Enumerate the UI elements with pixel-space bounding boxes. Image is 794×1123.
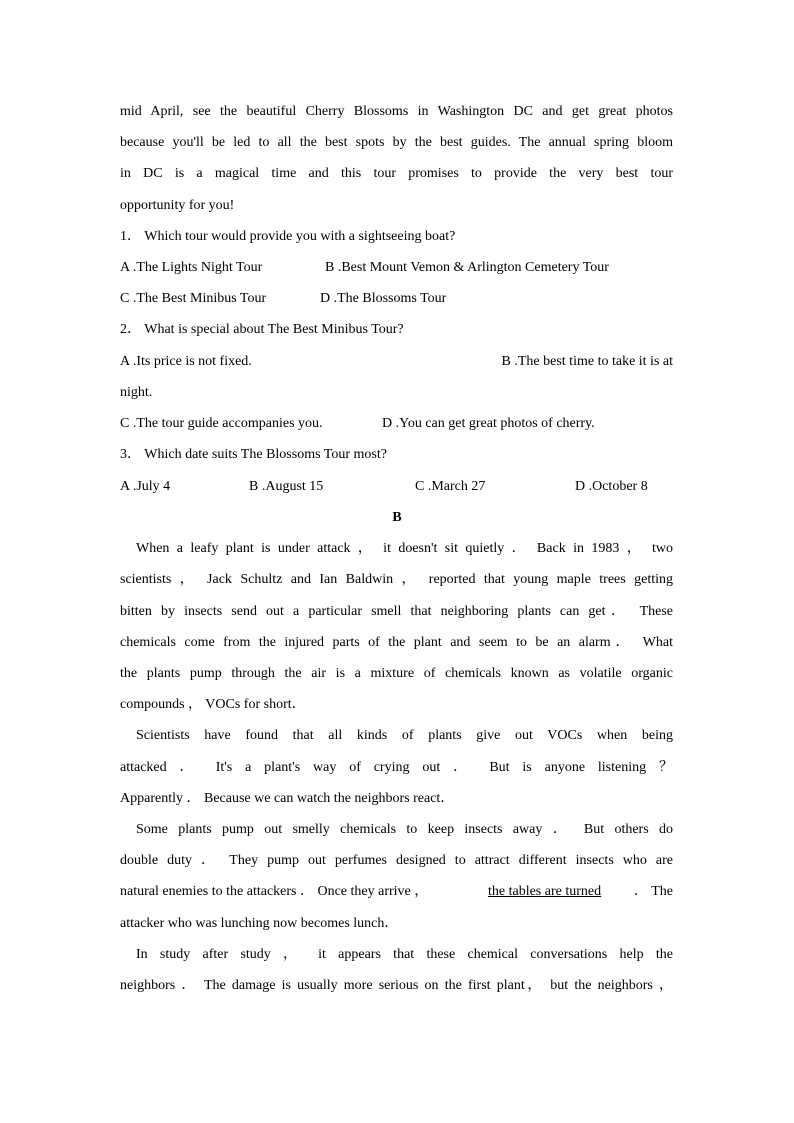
passage-b-line: Apparently ． Because we can watch the neighbors react． xyxy=(120,791,455,806)
option-d: D .October 8 xyxy=(575,479,648,494)
option-b: B .Best Mount Vemon & Arlington Cemetery Tour xyxy=(325,260,609,275)
option-c: C .The tour guide accompanies you. xyxy=(120,416,323,431)
passage-b-line: the plants pump through the air is a mixture of chemicals known as volatile organic xyxy=(120,666,673,681)
passage-a-line: in DC is a magical time and this tour promises to provide the very best tour xyxy=(120,166,673,181)
passage-b-line: compounds ， VOCs for short． xyxy=(120,697,306,712)
passage-b-line: double duty ． They pump out perfumes designed to attract different insects who are xyxy=(120,853,673,868)
passage-b-line: When a leafy plant is under attack ， it doesn't sit quietly ． Back in 1983 ， two xyxy=(136,541,673,556)
underlined-phrase: the tables are turned xyxy=(488,884,602,899)
line-end: ． The xyxy=(633,884,673,899)
passage-b-line: attacked ． It's a plant's way of crying out ． But is anyone listening ？ xyxy=(120,760,673,775)
option-a: A .Its price is not fixed. xyxy=(120,354,252,369)
question-3-stem: 3． Which date suits The Blossoms Tour most? xyxy=(120,447,387,462)
option-b: B .August 15 xyxy=(249,479,324,494)
option-d: D .You can get great photos of cherry. xyxy=(382,416,595,431)
option-c: C .The Best Minibus Tour xyxy=(120,291,267,306)
passage-b-line: chemicals come from the injured parts of the plant and seem to be an alarm． What xyxy=(120,635,673,650)
question-2-option-b-continued: night. xyxy=(120,385,153,400)
passage-b-line: Some plants pump out smelly chemicals to keep insects away ． But others do xyxy=(136,822,673,837)
passage-b-line: In study after study ， it appears that these chemical conversations help the xyxy=(136,947,673,962)
option-a: A .The Lights Night Tour xyxy=(120,260,263,275)
passage-b-line: attacker who was lunching now becomes lunch． xyxy=(120,916,399,931)
passage-a-line: mid April, see the beautiful Cherry Blossoms in Washington DC and get great photos xyxy=(120,104,673,119)
passage-b-line: scientists ， Jack Schultz and Ian Baldwin ， reported that young maple trees getting xyxy=(120,572,673,587)
passage-a-line: opportunity for you! xyxy=(120,198,235,213)
option-c: C .March 27 xyxy=(415,479,486,494)
passage-b-line: Scientists have found that all kinds of plants give out VOCs when being xyxy=(136,728,673,743)
passage-b-line: neighbors ． The damage is usually more serious on the first plant， but the neighbors ， xyxy=(120,978,673,993)
question-1-stem: 1． Which tour would provide you with a sightseeing boat? xyxy=(120,229,456,244)
line-text: natural enemies to the attackers ． Once they arrive ， xyxy=(120,884,429,899)
option-a: A .July 4 xyxy=(120,479,171,494)
passage-a-line: because you'll be led to all the best spots by the best guides. The annual spring bloom xyxy=(120,135,673,150)
option-d: D .The Blossoms Tour xyxy=(320,291,447,306)
option-b: B .The best time to take it is at xyxy=(501,354,673,369)
passage-b-line: bitten by insects send out a particular smell that neighboring plants can get． These xyxy=(120,604,673,619)
question-2-stem: 2． What is special about The Best Minibus Tour? xyxy=(120,322,404,337)
section-b-heading: B xyxy=(392,510,402,525)
